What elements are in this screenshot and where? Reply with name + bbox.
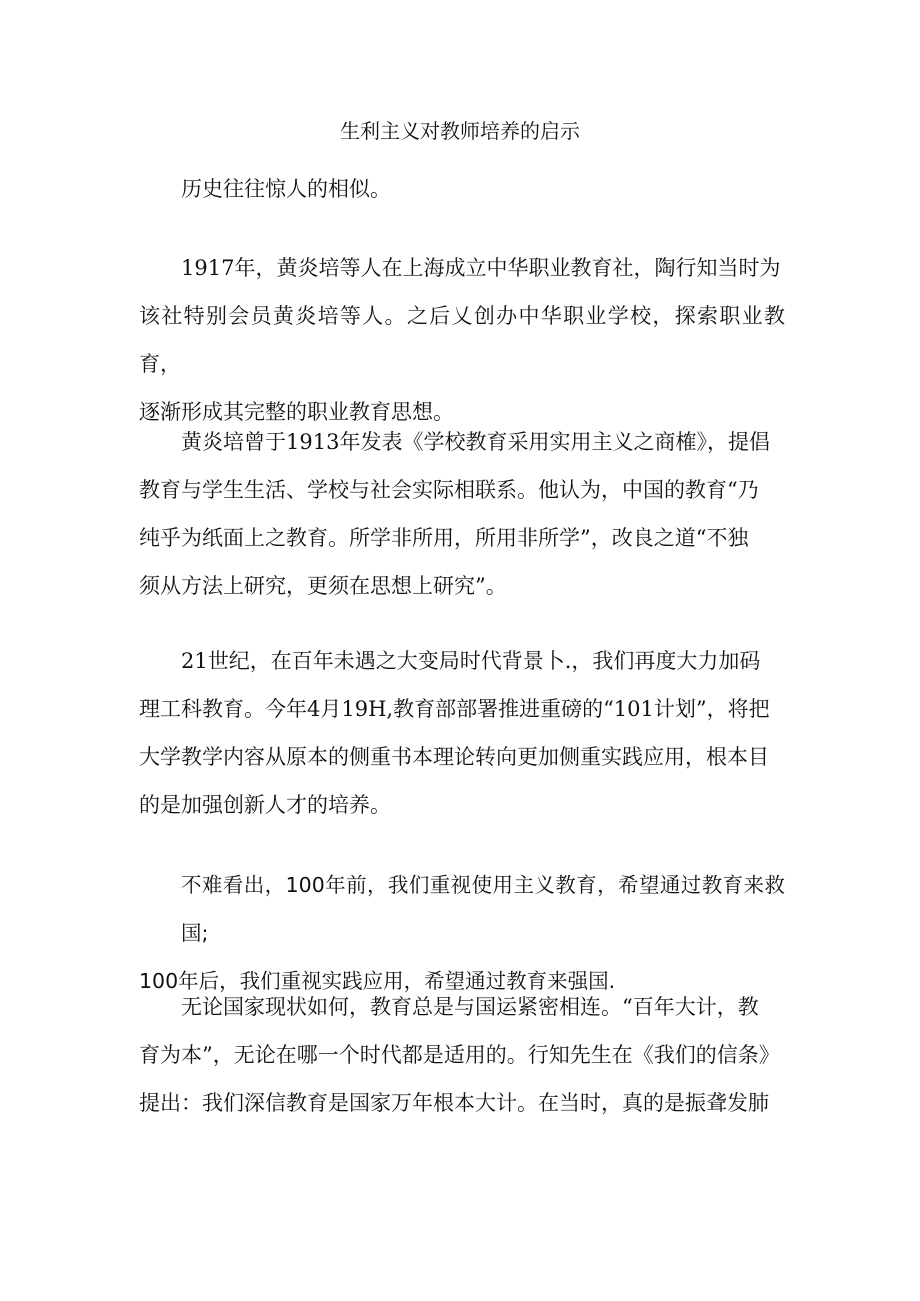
paragraph-line: 无论国家现状如何，教育总是与国运紧密相连。“百年大计，教	[181, 995, 759, 1019]
paragraph-line: 该社特别会员黄炎培等人。之后乂创办中华职业学校，探索职业教育，	[139, 304, 785, 376]
paragraph-line: 提出：我们深信教育是国家万年根本大计。在当时，真的是振聋发肺	[139, 1091, 769, 1115]
paragraph-line: 育为本”，无论在哪一个时代都是适用的。行知先生在《我们的信条》	[139, 1043, 780, 1067]
paragraph-line: 1917年，黄炎培等人在上海成立中华职业教育社，陶行知当时为	[181, 256, 781, 280]
paragraph-line: 纯乎为纸面上之教育。所学非所用，所用非所学”，改良之道“不独	[139, 526, 749, 550]
paragraph-line: 大学教学内容从原本的侧重书本理论转向更加侧重实践应用，根本目	[139, 745, 769, 769]
paragraph-line: 须从方法上研究，更须在思想上研究”。	[139, 574, 507, 598]
paragraph-line: 逐渐形成其完整的职业教育思想。	[139, 400, 454, 424]
paragraph-line: 教育与学生生活、学校与社会实际相联系。他认为，中国的教育“乃	[139, 478, 759, 502]
paragraph-1	[139, 165, 785, 213]
document-title: 生利主义对教师培养的启示	[340, 119, 580, 143]
paragraph-line: 的是加强创新人才的培养。	[139, 793, 391, 817]
paragraph-line: 不难看出，100年前，我们重视使用主义教育，希望通过教育来救国;	[181, 873, 785, 945]
paragraph-line: 21世纪，在百年未遇之大变局时代背景卜.，我们再度大力加码	[181, 649, 761, 673]
paragraph-line: 黄炎培曾于1913年发表《学校教育采用实用主义之商榷》，提倡	[181, 430, 770, 454]
paragraph-line: 100年后，我们重视实践应用，希望通过教育来强国.	[139, 969, 616, 993]
paragraph-line: 理工科教育。今年4月19H,教育部部署推进重磅的“101计划”，将把	[139, 697, 770, 721]
paragraph-6	[139, 983, 785, 1127]
paragraph-3	[139, 418, 785, 610]
paragraph-line: 历史往往惊人的相似。	[181, 177, 391, 201]
paragraph-2	[139, 244, 785, 436]
paragraph-4	[139, 637, 785, 829]
